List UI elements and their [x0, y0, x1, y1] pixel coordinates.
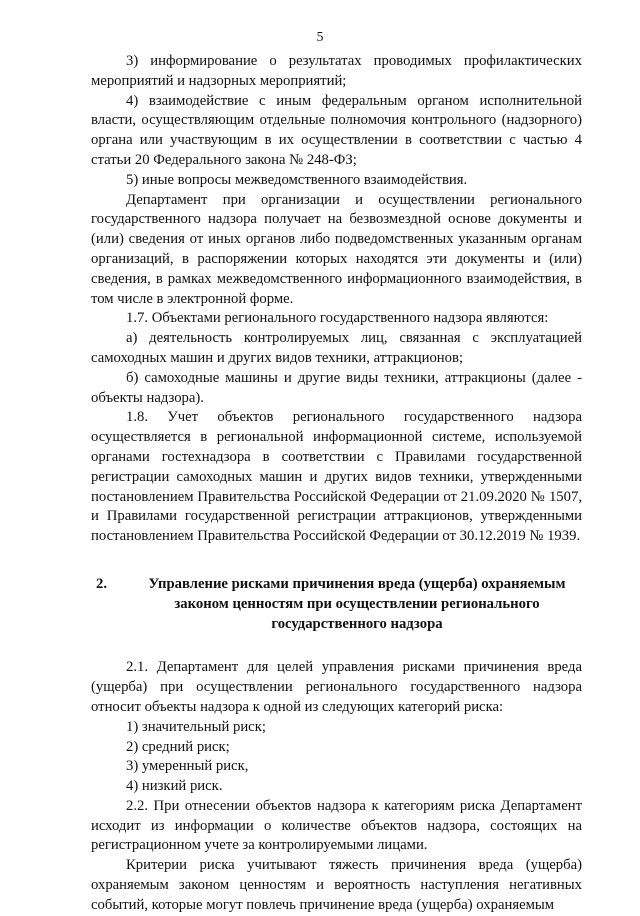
paragraph: 4) взаимодействие с иным федеральным органом исполнительной власти, осуществляющим отдельные полномочия контрольного (надзорного) органа или участвующим в их осуществлении в соответствии с частью 4 статьи 20 Федерального закона № 248-ФЗ; — [91, 92, 582, 168]
paragraph: б) самоходные машины и другие виды техники, аттракционы (далее - объекты надзора). — [91, 369, 582, 406]
section-number: 2. — [96, 575, 108, 592]
paragraph: Критерии риска учитывают тяжесть причинения вреда (ущерба) охраняемым законом ценностям и вероятность наступления негативных событий, которые могут повлечь причинение вреда (ущерба) охраняемым — [91, 857, 582, 913]
paragraph: 2.1. Департамент для целей управления рисками причинения вреда (ущерба) при осуществлении регионального государственного надзора относит объекты надзора к одной из следующих категорий риска: — [91, 659, 582, 715]
list-item: 2) средний риск; — [126, 738, 230, 755]
paragraph: 2.2. При отнесении объектов надзора к категориям риска Департамент исходит из информации о количестве объектов надзора, состоящих на регистрационном учете за контролируемыми лицами. — [91, 797, 582, 854]
paragraph: Департамент при организации и осуществлении регионального государственного надзора получает на безвозмездной основе документы и (или) сведения от иных органов либо подведомственных указанным органам организаций, в распоряжении которых находятся эти документы и (или) сведения, в рамках межведомственного информационного взаимодействия, в том числе в электронной форме. — [91, 191, 582, 307]
paragraph: а) деятельность контролируемых лиц, связанная с эксплуатацией самоходных машин и других видов техники, аттракционов; — [91, 330, 582, 366]
paragraph: 1.8. Учет объектов регионального государственного надзора осуществляется в региональной информационной системе, используемой органами гостехнадзора в соответствии с Правилами государственной регистрации самоходных машин и других видов техники, утвержденными постановлением Правительства Российской Федерации от 21.09.2020 № 1507, и Правилами государственной регистрации аттракционов, утвержденными постановлением Правительства Российской Федерации от 30.12.2019 № 1939. — [91, 409, 582, 545]
page-number: 5 — [316, 29, 324, 44]
paragraph: 1.7. Объектами регионального государственного надзора являются: — [126, 310, 549, 327]
section-heading — [91, 575, 582, 634]
section-title: Управление рисками причинения вреда (ущерба) охраняемым законом ценностям при осуществлении регионального государственного надзора — [148, 575, 566, 632]
document-body — [91, 52, 582, 916]
list-item: 4) низкий риск. — [126, 778, 223, 795]
paragraph: 5) иные вопросы межведомственного взаимодействия. — [126, 171, 468, 188]
paragraph: 3) информирование о результатах проводимых профилактических мероприятий и надзорных мероприятий; — [91, 53, 582, 89]
list-item: 1) значительный риск; — [126, 718, 266, 735]
list-item: 3) умеренный риск, — [126, 758, 249, 775]
